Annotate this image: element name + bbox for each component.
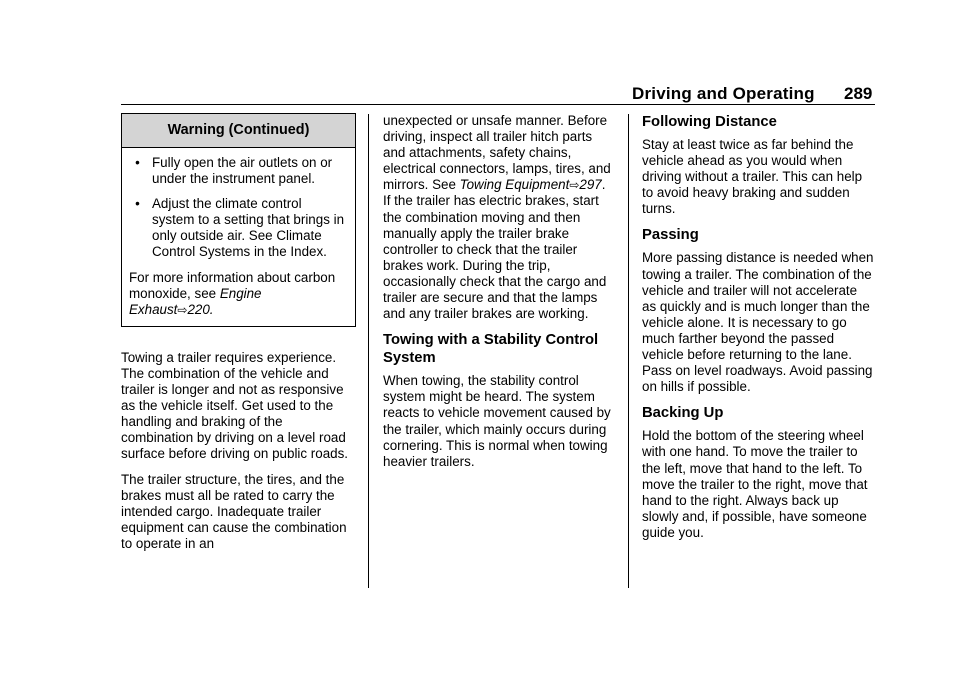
warning-footer-text: For more information about carbon monoxide, see (129, 269, 336, 301)
column-1 (121, 113, 356, 561)
inspection-text-a: unexpected or unsafe manner. Before driving, inspect all trailer hitch parts and attachments, safety chains, electrical connectors, lamps, tires, and mirrors. See (383, 113, 611, 193)
bullet-text: Fully open the air outlets on or under the instrument panel. (152, 155, 333, 187)
warning-title: Warning (Continued) (122, 114, 355, 148)
stability-control-paragraph: When towing, the stability control system might be heard. The system reacts to vehicle movement caused by the trailer, which mainly occurs during cornering. This is normal when towing heavier trailers. (383, 373, 611, 469)
bullet-text: Adjust the climate control system to a setting that brings in only outside air. See Climate Control Systems in the Index. (152, 196, 345, 260)
header-divider (121, 104, 875, 105)
warning-bullet (129, 155, 347, 187)
backing-up-paragraph: Hold the bottom of the steering wheel with one hand. To move the trailer to the left, move that hand to the left. To move the trailer to the right, move that hand to the right. Always back up slowly and, if possible, have someone guide you. (642, 428, 868, 540)
column-divider-2 (628, 114, 629, 588)
passing-paragraph: More passing distance is needed when towing a trailer. The combination of the vehicle and trailer will not accelerate as quickly and is much longer than the vehicle alone. It is necessary to go much farther beyond the passed vehicle before returning to the lane. Pass on level roadways. Avoid passing on hills if possible. (642, 250, 874, 395)
bullet-mark: • (135, 196, 140, 212)
following-distance-paragraph: Stay at least twice as far behind the vehicle ahead as you would when driving without a trailer. This can help to avoid heavy braking and sudden turns. (642, 137, 863, 217)
page-ref-icon: ⇨ (569, 178, 580, 193)
warning-body (122, 148, 355, 326)
heading-backing-up: Backing Up (642, 405, 724, 422)
inspection-paragraph (383, 113, 615, 322)
page-number: 289 (844, 84, 873, 103)
heading-stability-control: Towing with a Stability Control System (383, 332, 599, 367)
column-divider-1 (368, 114, 369, 588)
engine-exhaust-link[interactable]: Engine Exhaust (129, 285, 262, 317)
warning-bullet (129, 196, 347, 260)
column-2 (383, 113, 615, 479)
trailer-structure-paragraph: The trailer structure, the tires, and the brakes must all be rated to carry the intended cargo. Inadequate trailer equipment can cause the combination to operate in an (121, 471, 347, 551)
warning-footer (129, 270, 347, 318)
towing-equipment-page[interactable]: 297 (579, 177, 602, 193)
warning-box (121, 113, 356, 327)
engine-exhaust-page[interactable]: 220 (187, 301, 210, 317)
inspection-text-b: . If the trailer has electric brakes, start the combination moving and then manually apply the trailer brake controller to check that the trailer brakes work. During the trip, occasionally check that the cargo and trailer are secure and that the lamps and any trailer brakes are working. (383, 177, 607, 322)
heading-passing: Passing (642, 227, 699, 244)
column-3 (642, 113, 874, 550)
towing-equipment-link[interactable]: Towing Equipment (459, 177, 570, 193)
heading-following-distance: Following Distance (642, 114, 777, 130)
section-title: Driving and Operating (632, 84, 815, 103)
bullet-mark: • (135, 155, 140, 170)
towing-intro-paragraph: Towing a trailer requires experience. The combination of the vehicle and trailer is longer and not as responsive as the vehicle itself. Get used to the handling and braking of the combination by driving on a level road surface before driving on public roads. (121, 349, 349, 462)
page-ref-icon: ⇨ (177, 302, 188, 317)
footer-period: . (209, 301, 214, 317)
